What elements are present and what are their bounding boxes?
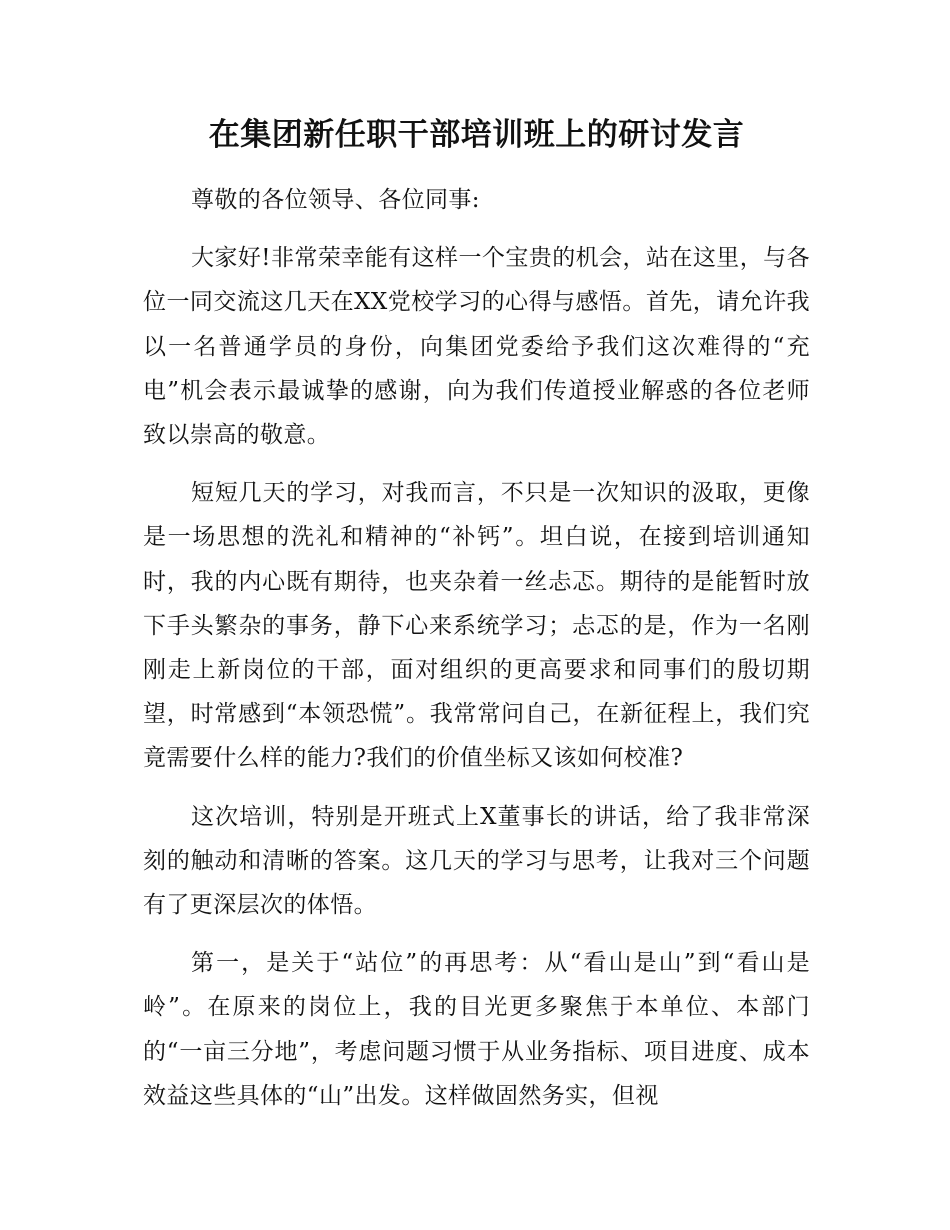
salutation-paragraph: 尊敬的各位领导、各位同事: [191,187,480,213]
body-paragraph-greeting: 大家好!非常荣幸能有这样一个宝贵的机会，站在这里，与各位一同交流这几天在XX党校学习的心得与感悟。首先，请允许我以一名普通学员的身份，向集团党委给予我们这次难得的“充电”机会表示最诚挚的感谢，向为我们传道授业解惑的各位老师致以崇高的敬意。 [143,245,810,449]
document-title: 在集团新任职干部培训班上的研讨发言 [208,117,745,153]
body-paragraph-study-reflection: 短短几天的学习，对我而言，不只是一次知识的汲取，更像是一场思想的洗礼和精神的“补钙”。坦白说，在接到培训通知时，我的内心既有期待，也夹杂着一丝忐忑。期待的是能暂时放下手头繁杂的事务，静下心来系统学习；忐忑的是，作为一名刚刚走上新岗位的干部，面对组织的更高要求和同事们的殷切期望，时常感到“本领恐慌”。我常常问自己，在新征程上，我们究竟需要什么样的能力?我们的价值坐标又该如何校准? [143,480,810,772]
document-page [143,112,810,1132]
body-paragraph-training-impact: 这次培训，特别是开班式上X董事长的讲话，给了我非常深刻的触动和清晰的答案。这几天的学习与思考，让我对三个问题有了更深层次的体悟。 [143,803,810,919]
body-paragraph-first-point: 第一，是关于“站位”的再思考：从“看山是山”到“看山是岭”。在原来的岗位上，我的目光更多聚焦于本单位、本部门的“一亩三分地”，考虑问题习惯于从业务指标、项目进度、成本效益这些具体的“山”出发。这样做固然务实，但视 [143,950,810,1109]
